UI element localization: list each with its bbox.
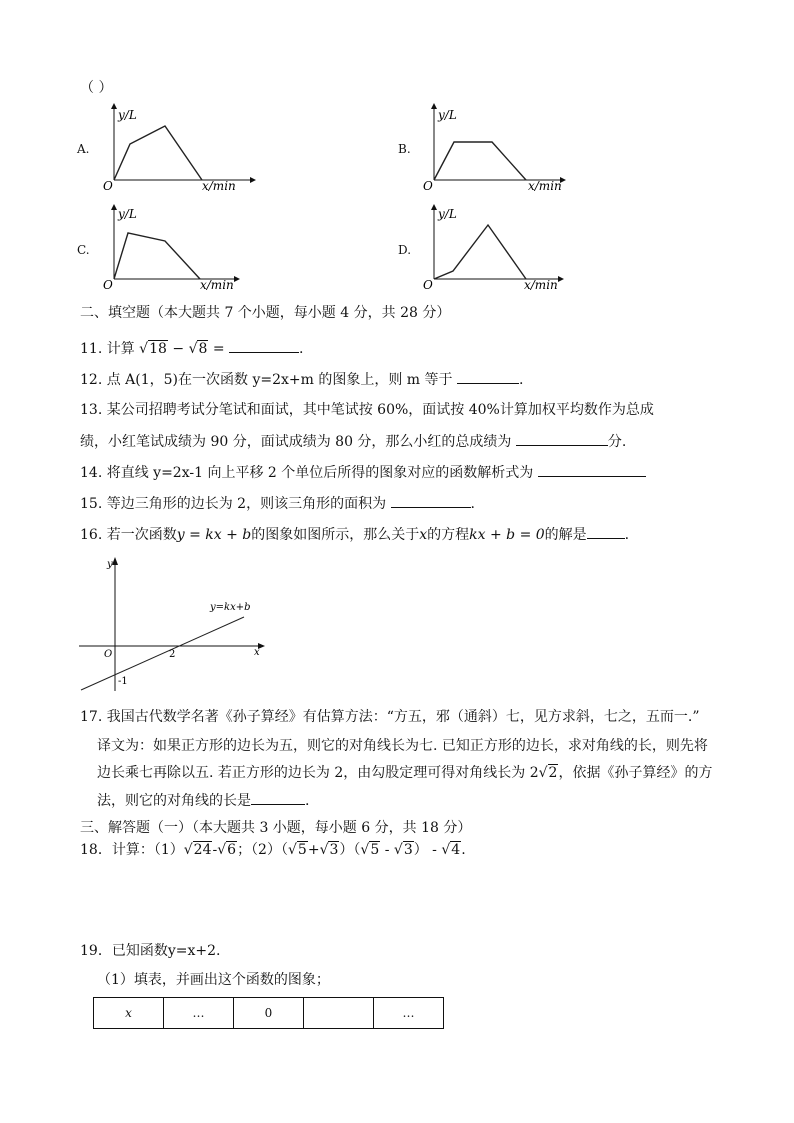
question-13-line-2: 绩，小红笔试成绩为 90 分，面试成绩为 80 分，那么小红的总成绩为 分. — [80, 431, 626, 452]
option-c-origin: O — [103, 278, 113, 292]
option-a-ylabel: y/L — [118, 108, 137, 122]
sqrt-5: √5 — [287, 842, 307, 858]
q11-equals: = — [212, 341, 225, 357]
option-b-origin: O — [423, 179, 433, 193]
option-c-graph — [98, 201, 258, 297]
sqrt-4: √4 — [441, 842, 461, 858]
option-d-origin: O — [423, 278, 433, 292]
table-cell-empty[interactable] — [304, 998, 374, 1029]
option-d-ylabel: y/L — [438, 207, 457, 221]
q16-line-label: y=kx+b — [210, 602, 251, 613]
option-b-ylabel: y/L — [438, 108, 457, 122]
option-b-graph — [418, 100, 578, 196]
question-18: 18．计算：（1）√24-√6；（2）（√5+√3）（√5 - √3） - √4. — [80, 842, 466, 858]
table-row — [94, 998, 444, 1029]
answer-paren: （ ） — [80, 80, 113, 96]
answer-blank-17[interactable] — [251, 790, 305, 805]
q16-xtick: 2 — [169, 649, 176, 660]
answer-blank-14[interactable] — [538, 462, 646, 477]
q19-table — [93, 997, 444, 1029]
answer-blank-12[interactable] — [457, 369, 519, 384]
table-cell: x — [94, 998, 164, 1029]
table-cell: … — [374, 998, 444, 1029]
option-b-xlabel: x/min — [528, 179, 562, 193]
sqrt-8: √8 — [188, 341, 208, 357]
question-17-line-3: 边长乘七再除以五. 若正方形的边长为 2，由勾股定理可得对角线长为 2√2，依据《孙子算经》的方 — [97, 765, 713, 781]
question-14: 14. 将直线 y=2x-1 向上平移 2 个单位后所得的图象对应的函数解析式为 — [80, 462, 646, 483]
q11-prefix: 计算 — [106, 341, 135, 357]
sqrt-3: √3 — [393, 842, 413, 858]
answer-blank-11[interactable] — [229, 338, 299, 353]
section-3-heading: 三、解答题（一）（本大题共 3 小题，每小题 6 分，共 18 分） — [80, 820, 472, 836]
answer-blank-16[interactable] — [587, 524, 625, 539]
table-cell: 0 — [234, 998, 304, 1029]
question-19-title: 19．已知函数y=x+2. — [80, 943, 221, 959]
question-17-line-4: 法，则它的对角线的长是 . — [97, 790, 309, 811]
section-2-heading: 二、填空题（本大题共 7 个小题，每小题 4 分，共 28 分） — [80, 305, 451, 321]
question-12: 12. 点 A(1，5)在一次函数 y=2x+m 的图象上，则 m 等于 . — [80, 369, 523, 390]
option-d-xlabel: x/min — [524, 278, 558, 292]
question-19-sub: （1）填表，并画出这个函数的图象； — [97, 972, 330, 988]
option-a-xlabel: x/min — [202, 179, 236, 193]
table-cell: … — [164, 998, 234, 1029]
q16-graph — [74, 553, 274, 697]
option-b-label: B. — [398, 142, 411, 156]
question-13-line-1: 13. 某公司招聘考试分笔试和面试，其中笔试按 60%，面试按 40%计算加权平均数作为总成 — [80, 402, 654, 418]
sqrt-3: √3 — [319, 842, 339, 858]
sqrt-6: √6 — [217, 842, 237, 858]
option-d-label: D. — [398, 243, 412, 257]
option-c-ylabel: y/L — [118, 207, 137, 221]
q16-equation: kx + b = 0 — [469, 527, 545, 543]
option-c-label: C. — [77, 243, 90, 257]
sqrt-5: √5 — [360, 842, 380, 858]
q16-function: y = kx + b — [176, 527, 252, 543]
option-a-label: A. — [77, 142, 90, 156]
q16-xlabel: x — [254, 647, 260, 658]
q11-number: 11. — [80, 341, 103, 357]
answer-blank-15[interactable] — [391, 493, 471, 508]
option-c-xlabel: x/min — [200, 278, 234, 292]
sqrt-18: √18 — [139, 341, 167, 357]
option-a-origin: O — [103, 179, 113, 193]
q16-origin: O — [104, 649, 113, 660]
q16-ylabel: y — [107, 559, 113, 570]
question-17-line-1: 17. 我国古代数学名著《孙子算经》有估算方法：“方五，邪（通斜）七，见方求斜，七之，五而一.” — [80, 709, 700, 725]
option-a-graph — [98, 100, 258, 196]
question-16: 16. 若一次函数y = kx + b的图象如图所示，那么关于x的方程kx + b = 0的解是 . — [80, 524, 629, 545]
q12-text: 12. 点 A(1，5)在一次函数 y=2x+m 的图象上，则 m 等于 — [80, 372, 453, 388]
answer-blank-13[interactable] — [516, 431, 608, 446]
question-17-line-2: 译文为：如果正方形的边长为五，则它的对角线长为七. 已知正方形的边长，求对角线的长，则先将 — [97, 738, 708, 754]
q11-minus: − — [172, 341, 185, 357]
question-15: 15. 等边三角形的边长为 2，则该三角形的面积为 . — [80, 493, 475, 514]
sqrt-2: √2 — [538, 765, 558, 781]
option-d-graph — [418, 201, 578, 297]
q16-ytick: -1 — [118, 676, 128, 687]
sqrt-24: √24 — [183, 842, 212, 858]
question-11: 11. 计算 √18 − √8 = . — [80, 338, 304, 359]
